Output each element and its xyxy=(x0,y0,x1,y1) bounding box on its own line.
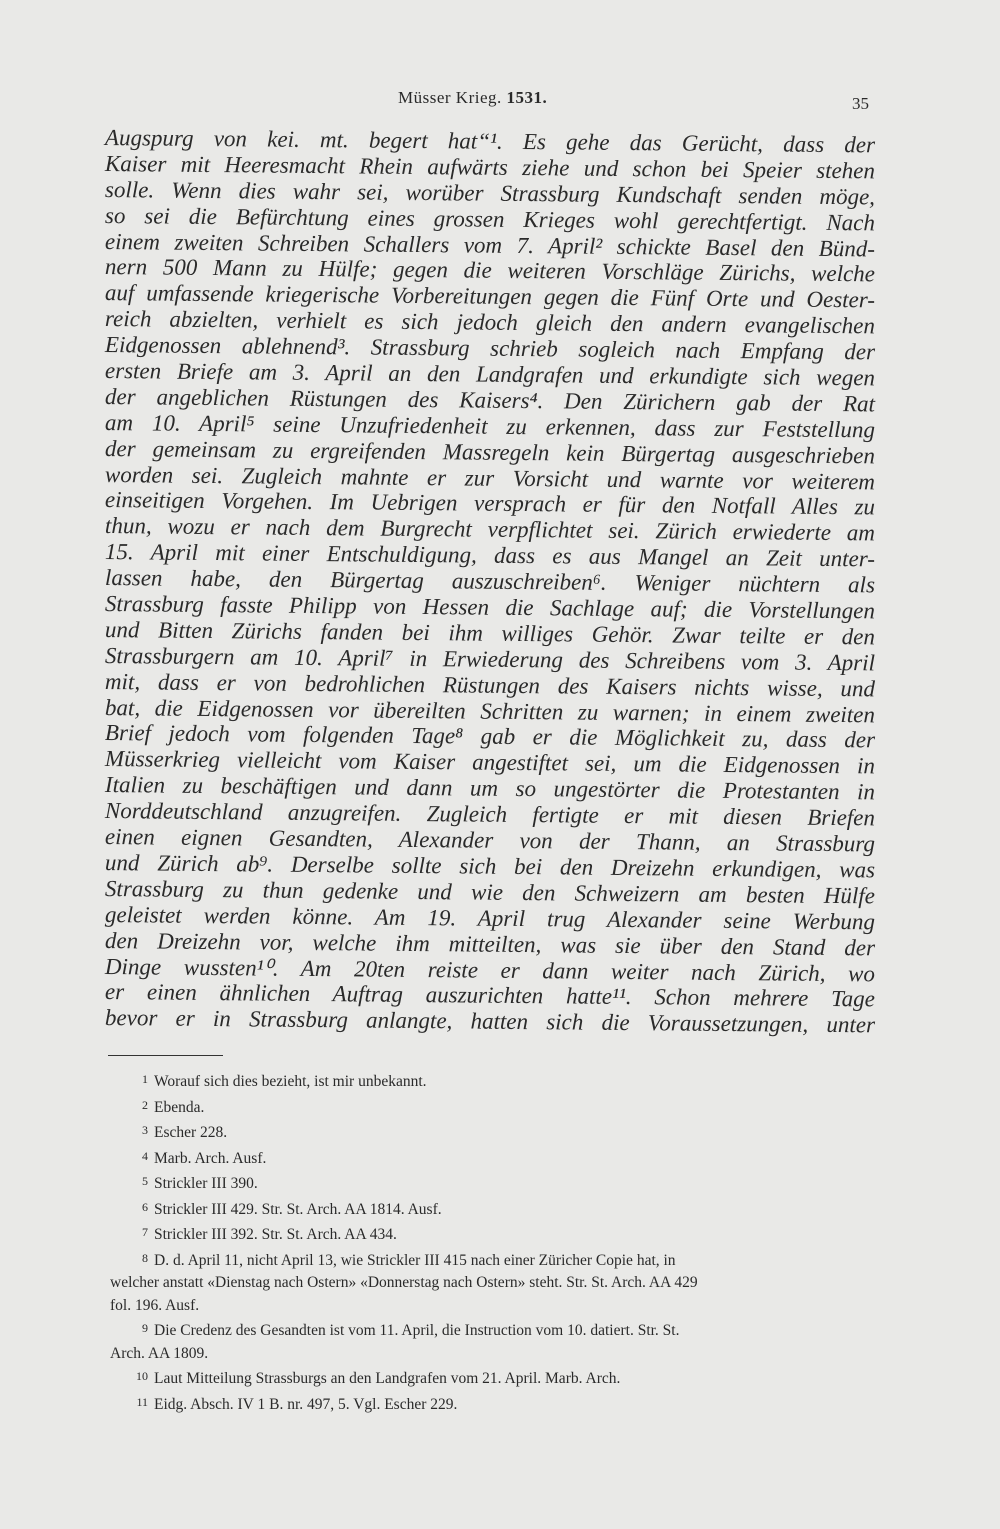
footnote xyxy=(90,1391,865,1417)
footnote-number: 8 xyxy=(142,1250,148,1265)
running-title-year: 1531. xyxy=(506,88,548,107)
footnote-text: Escher 228. xyxy=(154,1124,228,1141)
text-line: Italien zu beschäftigen und dann um so ungestörter die Protestanten in xyxy=(104,772,876,805)
text-line: am 10. April⁵ seine Unzufriedenheit zu erkennen, dass zur Feststellung xyxy=(104,409,876,443)
text-line: mit, dass er von bedrohlichen Rüstungen des Kaisers nichts wisse, und xyxy=(104,668,876,702)
footnote-text: Worauf sich dies bezieht, ist mir unbekannt. xyxy=(154,1073,427,1090)
text-line: Eidgenossen ablehnend³. Strassburg schrieb sogleich nach Empfang der xyxy=(104,332,876,365)
footnote-text: Ebenda. xyxy=(154,1098,205,1116)
text-line: 15. April mit einer Entschuldigung, dass es aus Mangel an Zeit unter- xyxy=(104,539,876,572)
footnote-text: Marb. Arch. Ausf. xyxy=(154,1149,267,1167)
footnote xyxy=(90,1094,865,1120)
text-line: bevor er in Strassburg anlangte, hatten sich die Voraussetzungen, unter xyxy=(104,1005,876,1038)
text-line: auf umfassende kriegerische Vorbereitungen gegen die Fünf Orte und Oester- xyxy=(104,280,876,313)
text-line: Brief jedoch vom folgenden Tage⁸ gab er die Möglichkeit zu, dass der xyxy=(104,720,876,753)
text-line: der angeblichen Rüstungen des Kaisers⁴. Den Zürichern gab der Rat xyxy=(104,383,876,417)
text-line: der gemeinsam zu ergreifenden Massregeln kein Bürgertag ausgeschrieben xyxy=(104,435,876,469)
footnote xyxy=(90,1247,865,1273)
text-line: Strassburg zu thun gedenke und wie den Schweizern am besten Hülfe xyxy=(104,875,876,909)
footnote-number: 9 xyxy=(142,1321,148,1335)
text-line: worden sei. Zugleich mahnte er zur Vorsicht und warnte vor weiterem xyxy=(104,461,876,494)
footnote-text: Strickler III 390. xyxy=(154,1175,258,1192)
text-line: Strassburg fasste Philipp von Hessen die Sachlage auf; die Vorstellungen xyxy=(104,591,876,624)
text-line: geleistet werden könne. Am 19. April trug Alexander seine Werbung xyxy=(104,901,876,935)
footnote xyxy=(90,1170,865,1196)
footnote-number: 7 xyxy=(142,1225,148,1239)
text-line: Norddeutschland anzugreifen. Zugleich fertigte er mit diesen Briefen xyxy=(104,798,876,831)
footnotes xyxy=(90,1068,865,1416)
text-line: einseitigen Vorgehen. Im Uebrigen versprach er für den Notfall Alles zu xyxy=(104,487,876,520)
footnote-continuation: fol. 196. Ausf. xyxy=(110,1296,200,1314)
text-line: bat, die Eidgenossen vor übereilten Schritten zu warnen; in einem zweiten xyxy=(104,694,876,727)
text-line: lassen habe, den Bürgertag auszuschreiben⁶. Weniger nüchtern als xyxy=(104,565,876,598)
text-line: solle. Wenn dies wahr sei, worüber Strassburg Kundschaft senden möge, xyxy=(104,176,876,210)
text-line: so sei die Befürchtung eines grossen Krieges wohl gerechtfertigt. Nach xyxy=(104,202,876,236)
text-line: einen eignen Gesandten, Alexander von der Thann, an Strassburg xyxy=(104,824,876,857)
footnote-number: 5 xyxy=(142,1174,148,1188)
footnote-text: Strickler III 392. Str. St. Arch. AA 434. xyxy=(154,1226,397,1243)
text-line: und Zürich ab⁹. Derselbe sollte sich bei den Dreizehn erkundigen, was xyxy=(104,849,876,883)
page-number: 35 xyxy=(852,94,869,113)
footnote-text: Eidg. Absch. IV 1 B. nr. 497, 5. Vgl. Escher 229. xyxy=(154,1395,458,1413)
page-header xyxy=(0,88,1000,118)
footnote-number: 2 xyxy=(142,1097,148,1112)
footnote-number: 3 xyxy=(142,1123,148,1137)
footnote-number: 4 xyxy=(142,1148,148,1163)
text-line: er einen ähnlichen Auftrag auszurichten hatte¹¹. Schon mehrere Tage xyxy=(104,979,876,1012)
footnote-continuation: welcher anstatt «Dienstag nach Ostern» «Donnerstag nach Ostern» steht. Str. St. Arch. AA 429 xyxy=(110,1274,698,1291)
footnote-text: D. d. April 11, nicht April 13, wie Strickler III 415 nach einer Züricher Copie hat, in xyxy=(154,1251,676,1269)
text-line: Müsserkrieg vielleicht vom Kaiser angestiftet sei, um die Eidgenossen in xyxy=(104,746,876,779)
footnote xyxy=(90,1119,865,1145)
text-line: einem zweiten Schreiben Schallers vom 7. April² schickte Basel den Bünd- xyxy=(104,228,876,261)
footnote-text: Die Credenz des Gesandten ist vom 11. April, die Instruction vom 10. datiert. Str. St. xyxy=(154,1322,680,1339)
text-line: thun, wozu er nach dem Burgrecht verpflichtet sei. Zürich erwiederte am xyxy=(104,513,876,546)
text-line: Augspurg von kei. mt. begert hat“¹. Es gehe das Gerücht, dass der xyxy=(104,125,876,158)
footnote-text: Strickler III 429. Str. St. Arch. AA 1814. Ausf. xyxy=(154,1200,442,1218)
footnote-number: 10 xyxy=(136,1369,148,1383)
text-line: ersten Briefe am 3. April an den Landgrafen und erkundigte sich wegen xyxy=(104,358,876,391)
footnote xyxy=(90,1317,865,1343)
footnote-separator xyxy=(108,1055,223,1056)
footnote xyxy=(90,1365,865,1391)
footnote xyxy=(90,1068,865,1094)
footnote-number: 6 xyxy=(142,1199,148,1214)
footnote xyxy=(90,1196,865,1222)
footnote-text: Laut Mitteilung Strassburgs an den Landgrafen vom 21. April. Marb. Arch. xyxy=(154,1370,621,1387)
text-line: nern 500 Mann zu Hülfe; gegen die weiteren Vorschläge Zürichs, welche xyxy=(104,254,876,287)
text-line: reich abzielten, verhielt es sich jedoch gleich den andern evangelischen xyxy=(104,306,876,339)
text-line: und Bitten Zürichs fanden bei ihm williges Gehör. Zwar teilte er den xyxy=(104,616,876,650)
footnote-number: 1 xyxy=(142,1072,148,1086)
text-line: Strassburgern am 10. April⁷ in Erwiederung des Schreibens vom 3. April xyxy=(104,642,876,676)
footnote-number: 11 xyxy=(136,1394,148,1409)
footnote xyxy=(90,1221,865,1247)
running-title-text: Müsser Krieg. xyxy=(398,88,502,107)
body-text xyxy=(104,125,876,1038)
running-title xyxy=(398,88,547,108)
text-line: Kaiser mit Heeresmacht Rhein aufwärts ziehe und schon bei Speier stehen xyxy=(104,150,876,184)
footnote xyxy=(90,1145,865,1171)
text-line: Dinge wussten¹⁰. Am 20ten reiste er dann weiter nach Zürich, wo xyxy=(104,953,876,986)
footnote-continuation: Arch. AA 1809. xyxy=(110,1344,209,1362)
text-line: den Dreizehn vor, welche ihm mitteilten, was sie über den Stand der xyxy=(104,927,876,961)
